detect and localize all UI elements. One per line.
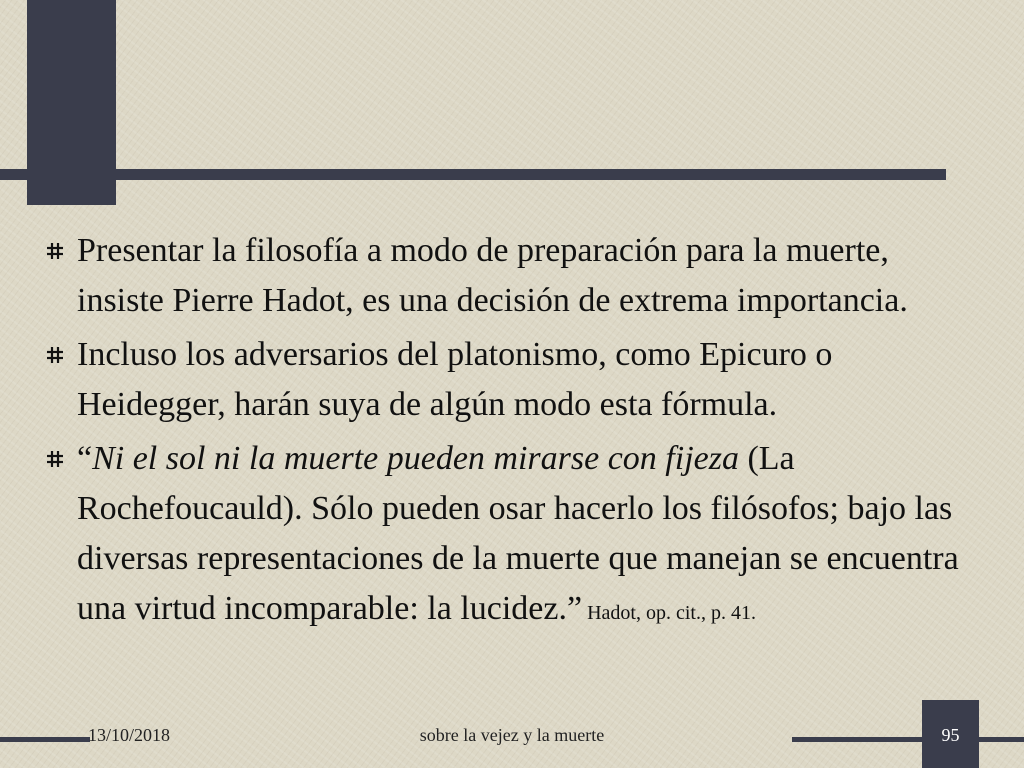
page-number: 95 — [941, 725, 960, 745]
quote-open-mark: “ — [77, 440, 93, 477]
hash-bullet-icon — [46, 242, 64, 260]
quote-italic-text: Ni el sol ni la muerte pueden mirarse con fijeza — [92, 440, 739, 477]
hash-bullet-icon — [46, 346, 64, 364]
bullet-item-3 — [46, 434, 966, 638]
footer-title: sobre la vejez y la muerte — [419, 725, 605, 745]
bullet-text: Incluso los adversarios del platonismo, como Epicuro o Heidegger, harán suya de algún modo esta fórmula. — [77, 336, 833, 423]
decorative-horizontal-bar — [0, 169, 946, 180]
bullet-list — [46, 226, 966, 642]
bullet-text: Presentar la filosofía a modo de preparación para la muerte, insiste Pierre Hadot, es una decisión de extrema importancia. — [77, 232, 908, 319]
quote-rest-text: (La Rochefoucauld). Sólo pueden osar hacerlo los filósofos; bajo las diversas representaciones de la muerte que manejan se encuentra una virtud incomparable: la lucidez.” — [77, 440, 959, 627]
citation-text: Hadot, op. cit., p. 41. — [582, 602, 756, 624]
hash-bullet-icon — [46, 450, 64, 468]
bullet-item-1 — [46, 226, 966, 326]
footer-date: 13/10/2018 — [88, 725, 171, 745]
bullet-item-2 — [46, 330, 966, 430]
